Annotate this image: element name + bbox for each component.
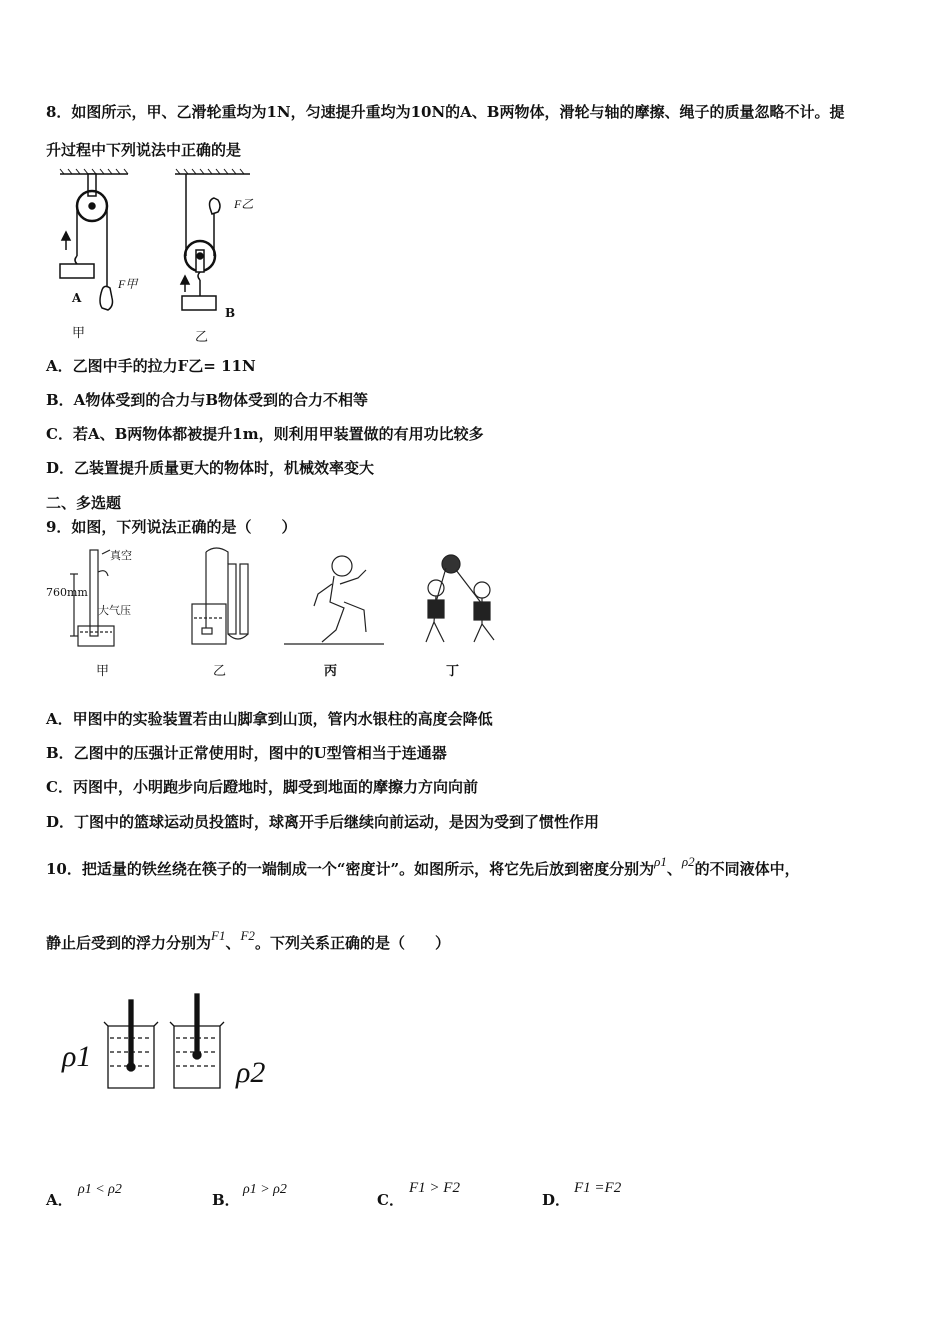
q9-option-a: A．甲图中的实验装置若由山脚拿到山顶，管内水银柱的高度会降低 xyxy=(46,710,493,728)
q10-option-b-letter: B． xyxy=(212,1191,240,1209)
q10-option-a-expr: ρ1 < ρ2 xyxy=(78,1182,122,1197)
q10-rho2-inline: ρ2 xyxy=(681,854,695,869)
q10-option-c-letter: C． xyxy=(377,1191,404,1209)
q10-f1-inline: F1 xyxy=(211,928,226,943)
q9-option-c: C．丙图中，小明跑步向后蹬地时，脚受到地面的摩擦力方向向前 xyxy=(46,778,478,796)
q9-stem: 9．如图，下列说法正确的是（ ） xyxy=(46,518,297,536)
q8-option-a: A．乙图中手的拉力F乙= 11N xyxy=(46,357,256,375)
q10-option-d-letter: D． xyxy=(542,1191,571,1209)
q10-sep2: 、 xyxy=(225,934,241,952)
q9-vacuum-label: 真空 xyxy=(110,549,132,562)
q9-caption-yi: 乙 xyxy=(213,664,227,679)
q10-f2-inline: F2 xyxy=(240,928,255,943)
q10-stem-line2 xyxy=(46,928,450,954)
q8-label-a: A xyxy=(72,291,82,305)
q8-label-b: B xyxy=(225,306,236,320)
q8-option-b: B．A物体受到的合力与B物体受到的合力不相等 xyxy=(46,391,368,409)
q8-force-jia-label: F甲 xyxy=(118,277,138,291)
q10-sep1: 、 xyxy=(666,860,682,878)
q9-caption-bing: 丙 xyxy=(324,664,338,679)
q8-caption-jia: 甲 xyxy=(72,326,86,341)
q10-stem2-part1: 静止后受到的浮力分别为 xyxy=(46,934,212,952)
q9-caption-ding: 丁 xyxy=(446,664,460,679)
q8-stem-line2: 升过程中下列说法中正确的是 xyxy=(46,141,242,159)
q10-stem-line1 xyxy=(46,854,800,880)
q10-stem-part1: 10．把适量的铁丝绕在筷子的一端制成一个“密度计”。如图所示，将它先后放到密度分别为 xyxy=(46,860,655,878)
q9-option-d: D．丁图中的篮球运动员投篮时，球离开手后继续向前运动，是因为受到了惯性作用 xyxy=(46,813,600,831)
q8-option-d: D．乙装置提升质量更大的物体时，机械效率变大 xyxy=(46,459,375,477)
q10-densimeter-figure xyxy=(100,990,240,1090)
q10-figure-rho2: ρ2 xyxy=(236,1056,266,1089)
q8-force-yi-label: F乙 xyxy=(234,197,254,211)
q8-stem-line1: 8．如图所示，甲、乙滑轮重均为1N，匀速提升重均为10N的A、B两物体，滑轮与轴的摩擦、绳子的质量忽略不计。提 xyxy=(46,103,845,121)
q9-option-b: B．乙图中的压强计正常使用时，图中的U型管相当于连通器 xyxy=(46,744,447,762)
q9-atm-label: 大气压 xyxy=(98,604,131,617)
q8-caption-yi: 乙 xyxy=(195,330,209,345)
q9-caption-jia: 甲 xyxy=(96,664,110,679)
q10-option-c-expr: F1 > F2 xyxy=(409,1180,460,1196)
q10-option-d-expr: F1 =F2 xyxy=(574,1180,622,1196)
q10-rho1-inline: ρ1 xyxy=(654,854,667,869)
q8-option-c: C．若A、B两物体都被提升1m，则利用甲装置做的有用功比较多 xyxy=(46,425,484,443)
q10-stem-part2: 的不同液体中， xyxy=(694,860,800,878)
q10-option-a-letter: A． xyxy=(46,1191,73,1209)
q9-mm-label: 760mm xyxy=(46,586,88,599)
q10-option-b-expr: ρ1 > ρ2 xyxy=(243,1182,287,1197)
q10-stem2-part2: 。下列关系正确的是（ ） xyxy=(254,934,450,952)
q10-figure-rho1: ρ1 xyxy=(62,1040,92,1073)
section-title-multiple-choice: 二、多选题 xyxy=(46,494,122,512)
